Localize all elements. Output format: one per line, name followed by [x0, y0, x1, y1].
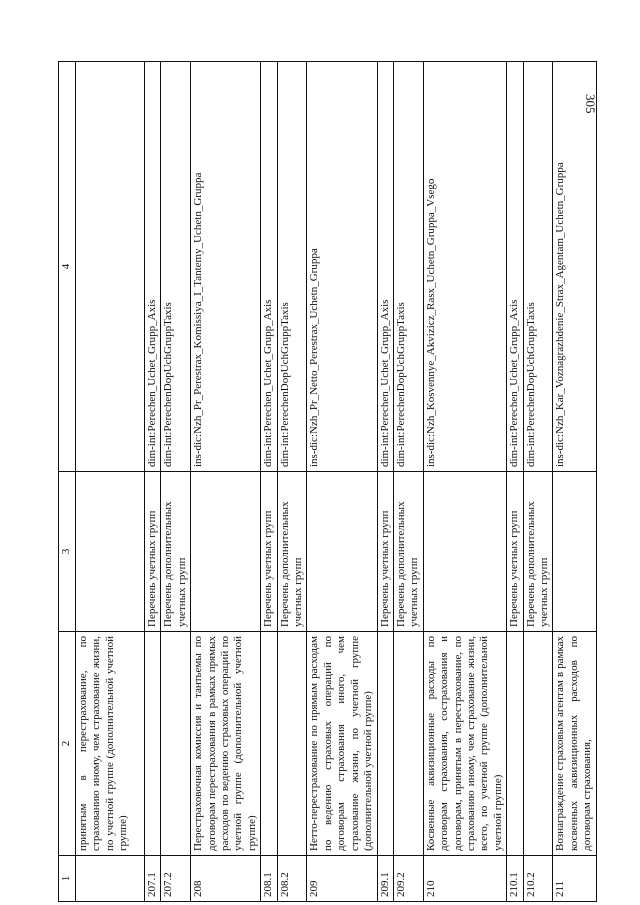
row-number: 209.2: [393, 856, 423, 902]
row-code: dim-int:PerechenDopUchGruppTaxis: [277, 62, 307, 472]
row-group: Перечень дополнительных учетных групп: [523, 472, 553, 632]
row-group: [307, 472, 377, 632]
row-description: [277, 632, 307, 856]
column-header: 3: [59, 472, 76, 632]
table-row: [377, 62, 393, 902]
row-description: [393, 632, 423, 856]
table-row: [393, 62, 423, 902]
row-group: Перечень учетных групп: [507, 472, 523, 632]
row-group: [191, 472, 261, 632]
row-number: [76, 856, 145, 902]
row-number: 209: [307, 856, 377, 902]
row-group: Перечень дополнительных учетных групп: [277, 472, 307, 632]
row-description: [377, 632, 393, 856]
column-header: 1: [59, 856, 76, 902]
table-row: [507, 62, 523, 902]
row-number: 210.2: [523, 856, 553, 902]
row-code: ins-dic:Nzh_Pr_Netto_Perestrax_Uchetn_Gruppa: [307, 62, 377, 472]
row-group: Перечень учетных групп: [145, 472, 161, 632]
row-description: Перестраховочная комиссия и тантьемы по договорам перестрахования в рамках прямых расходов по ведению страховых операций по учетной группе (дополнительной учетной группе): [191, 632, 261, 856]
page-number: 305: [583, 94, 598, 114]
column-header: 4: [59, 62, 76, 472]
row-number: 208.1: [261, 856, 277, 902]
column-header: 2: [59, 632, 76, 856]
row-description: [523, 632, 553, 856]
row-group: [553, 472, 596, 632]
row-group: [423, 472, 506, 632]
table-row: [423, 62, 506, 902]
row-description: Косвенные аквизиционные расходы по договорам страхования, сострахования и договорам, принятым в перестрахование, по страхованию иному, чем страхование жизни, всего, по учетной группе (дополнительной учетной группе): [423, 632, 506, 856]
row-code: dim-int:PerechenDopUchGruppTaxis: [393, 62, 423, 472]
row-code: dim-int:Perechen_Uchet_Grupp_Axis: [145, 62, 161, 472]
row-code: dim-int:Perechen_Uchet_Grupp_Axis: [261, 62, 277, 472]
row-description: [145, 632, 161, 856]
table-row: [161, 62, 191, 902]
row-description: Вознаграждение страховым агентам в рамках косвенных аквизиционных расходов по договорам страхования,: [553, 632, 596, 856]
row-code: dim-int:Perechen_Uchet_Grupp_Axis: [377, 62, 393, 472]
table-row: [76, 62, 145, 902]
table-row: [277, 62, 307, 902]
data-table: [58, 61, 597, 902]
row-number: 210: [423, 856, 506, 902]
table-row: [523, 62, 553, 902]
table-row: [307, 62, 377, 902]
row-number: 211: [553, 856, 596, 902]
row-number: 208: [191, 856, 261, 902]
row-number: 208.2: [277, 856, 307, 902]
row-number: 207.2: [161, 856, 191, 902]
table-row: [553, 62, 596, 902]
row-number: 207.1: [145, 856, 161, 902]
row-code: ins-dic:Nzh_Kosvennye_Akvizicz_Rasx_Uchetn_Gruppa_Vsego: [423, 62, 506, 472]
table-header-row: [59, 62, 76, 902]
row-description: [507, 632, 523, 856]
row-group: Перечень учетных групп: [377, 472, 393, 632]
row-code: ins-dic:Nzh_Pr_Perestrax_Komissiya_I_Tantemy_Uchetn_Gruppa: [191, 62, 261, 472]
row-code: dim-int:PerechenDopUchGruppTaxis: [523, 62, 553, 472]
row-description: [261, 632, 277, 856]
row-description: Нетто-перестрахование по прямым расходам по ведению страховых операций по договорам страхования иного, чем страхование жизни, по учетной группе (дополнительной учетной группе): [307, 632, 377, 856]
table-row: [145, 62, 161, 902]
row-group: Перечень дополнительных учетных групп: [161, 472, 191, 632]
row-number: 210.1: [507, 856, 523, 902]
row-code: ins-dic:Nzh_Kar_Voznagrazhdenie_Strax_Agentam_Uchetn_Gruppa: [553, 62, 596, 472]
row-description: [161, 632, 191, 856]
row-code: [76, 62, 145, 472]
row-description: принятым в перестрахование, по страхованию иному, чем страхование жизни, по учетной группе (дополнительной учетной группе): [76, 632, 145, 856]
row-group: Перечень дополнительных учетных групп: [393, 472, 423, 632]
row-group: Перечень учетных групп: [261, 472, 277, 632]
row-group: [76, 472, 145, 632]
row-code: dim-int:PerechenDopUchGruppTaxis: [161, 62, 191, 472]
row-number: 209.1: [377, 856, 393, 902]
table-row: [261, 62, 277, 902]
table-row: [191, 62, 261, 902]
row-code: dim-int:Perechen_Uchet_Grupp_Axis: [507, 62, 523, 472]
